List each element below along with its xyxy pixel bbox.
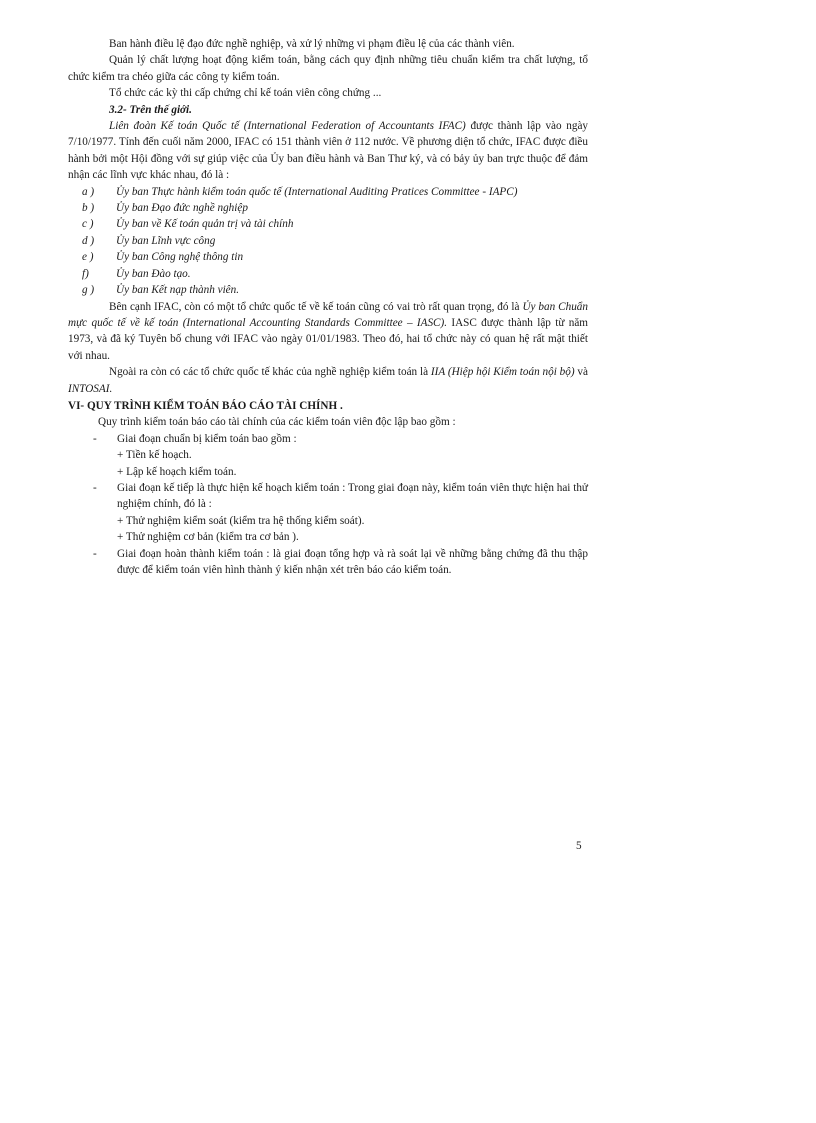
stage-2-text: Giai đoạn kế tiếp là thực hiện kế hoạch kiểm toán : Trong giai đoạn này, kiểm toán viên thực hiện hai thử nghiệm chính, đó là : bbox=[117, 481, 588, 511]
stage-2 bbox=[93, 480, 588, 513]
intosai-name: INTOSAI. bbox=[68, 382, 113, 395]
stage-1-text: Giai đoạn chuẩn bị kiểm toán bao gồm : bbox=[117, 432, 297, 445]
page-number: 5 bbox=[576, 840, 582, 852]
iasc-paragraph bbox=[68, 299, 588, 365]
ifac-description: được thành lập vào ngày 7/10/1977. Tính đến cuối năm 2000, IFAC có 151 thành viên ở 112 nước. Về phương diện tổ chức, IFAC được điều hành bởi một Hội đồng với sự giúp việc của Ủy ban điều hành và Ban Thư ký, và có bảy ủy ban trực thuộc để đảm nhận các lĩnh vực khác nhau, đó là : bbox=[68, 120, 588, 182]
ifac-name: Liên đoàn Kế toán Quốc tế (International Federation of Accountants IFAC) bbox=[109, 120, 466, 133]
list-marker: f) bbox=[82, 267, 89, 280]
other-orgs-paragraph bbox=[68, 364, 588, 397]
list-marker: d ) bbox=[82, 234, 95, 247]
list-marker: a ) bbox=[82, 185, 95, 198]
list-item bbox=[82, 216, 588, 232]
stage-2-item: + Thử nghiệm kiểm soát (kiểm tra hệ thống kiểm soát). bbox=[117, 514, 365, 527]
list-text: Ủy ban về Kế toán quản trị và tài chính bbox=[116, 218, 294, 231]
ifac-paragraph bbox=[68, 118, 588, 184]
list-marker: c ) bbox=[82, 218, 94, 231]
list-text: Ủy ban Đạo đức nghề nghiệp bbox=[116, 202, 248, 215]
list-item bbox=[82, 282, 588, 298]
list-text: Ủy ban Thực hành kiểm toán quốc tế (International Auditing Pratices Committee - IAPC) bbox=[116, 185, 518, 198]
iasc-text-b: IASC được thành lập từ năm 1973, và đã ký Tuyên bố chung với IFAC vào ngày 01/01/1983. Theo đó, hai tổ chức này có quan hệ rất mật thiết với nhau. bbox=[68, 316, 588, 362]
iasc-name: Ủy ban Chuẩn mực quốc tế về kế toán (International Accounting Standards Committee – IASC). bbox=[68, 300, 588, 329]
list-item bbox=[82, 249, 588, 265]
other-orgs-text-b: và bbox=[574, 366, 588, 379]
dash-marker: - bbox=[93, 481, 97, 494]
stage-2-item: + Thử nghiệm cơ bản (kiểm tra cơ bản ). bbox=[117, 531, 299, 544]
list-marker: e ) bbox=[82, 251, 94, 264]
stage-1 bbox=[93, 431, 588, 447]
list-item bbox=[82, 200, 588, 216]
intro-paragraph-1: Ban hành điều lệ đạo đức nghề nghiệp, và xử lý những vi phạm điều lệ của các thành viên. bbox=[109, 38, 515, 50]
iasc-text-a: Bên cạnh IFAC, còn có một tổ chức quốc tế về kế toán cũng có vai trò rất quan trọng, đó là bbox=[109, 300, 523, 313]
document-page bbox=[68, 36, 588, 578]
dash-marker: - bbox=[93, 547, 97, 560]
list-marker: g ) bbox=[82, 284, 95, 297]
intro-paragraph-2: Quản lý chất lượng hoạt động kiểm toán, bằng cách quy định những tiêu chuẩn kiểm tra chất lượng, tổ chức kiểm tra chéo giữa các công ty kiểm toán. bbox=[68, 54, 588, 83]
dash-marker: - bbox=[93, 432, 97, 445]
stage-3 bbox=[93, 546, 588, 579]
section-6-heading: VI- QUY TRÌNH KIỂM TOÁN BÁO CÁO TÀI CHÍNH . bbox=[68, 399, 343, 412]
committee-list bbox=[68, 184, 588, 299]
other-orgs-text-a: Ngoài ra còn có các tổ chức quốc tế khác của nghề nghiệp kiểm toán là bbox=[109, 366, 431, 379]
list-text: Ủy ban Kết nạp thành viên. bbox=[116, 284, 240, 297]
stage-3-text: Giai đoạn hoàn thành kiểm toán : là giai đoạn tổng hợp và rà soát lại về những bằng chứng đã thu thập được để kiểm toán viên hình thành ý kiến nhận xét trên báo cáo kiểm toán. bbox=[117, 547, 588, 576]
stage-1-item: + Tiền kế hoạch. bbox=[117, 449, 192, 462]
list-text: Ủy ban Công nghệ thông tin bbox=[116, 251, 244, 264]
list-item bbox=[82, 184, 588, 200]
list-text: Ủy ban Đào tạo. bbox=[116, 267, 191, 280]
intro-paragraph-3: Tổ chức các kỳ thi cấp chứng chỉ kế toán viên công chứng ... bbox=[109, 87, 382, 100]
section-3-2-heading: 3.2- Trên thế giới. bbox=[109, 103, 192, 116]
list-item bbox=[82, 266, 588, 282]
section-6-intro: Quy trình kiểm toán báo cáo tài chính của các kiểm toán viên độc lập bao gồm : bbox=[98, 416, 456, 429]
list-item bbox=[82, 233, 588, 249]
list-text: Ủy ban Lĩnh vực công bbox=[116, 234, 216, 247]
stage-1-item: + Lập kế hoạch kiểm toán. bbox=[117, 465, 237, 478]
list-marker: b ) bbox=[82, 202, 95, 215]
iia-name: IIA (Hiệp hội Kiểm toán nội bộ) bbox=[430, 366, 575, 379]
